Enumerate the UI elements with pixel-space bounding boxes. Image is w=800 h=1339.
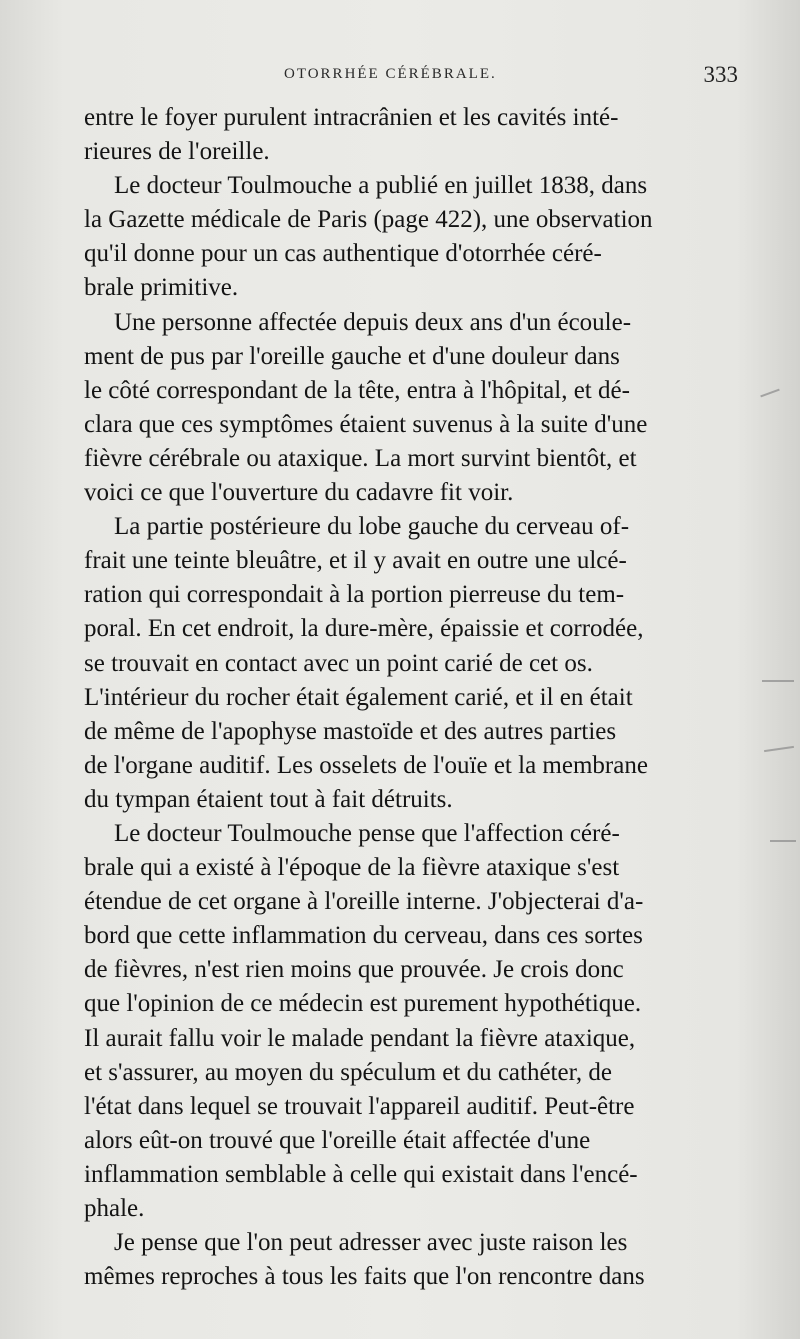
text-line: l'état dans lequel se trouvait l'appareil auditif. Peut-être	[84, 1092, 635, 1120]
text-line: Le docteur Toulmouche a publié en juillet 1838, dans	[114, 172, 648, 200]
running-title: OTORRHÉE CÉRÉBRALE.	[284, 66, 497, 82]
text-line: de l'organe auditif. Les osselets de l'ouïe et la membrane	[84, 751, 648, 779]
text-line: étendue de cet organe à l'oreille interne. J'objecterai d'a-	[84, 888, 644, 916]
text-line: brale qui a existé à l'époque de la fièvre ataxique s'est	[84, 854, 620, 882]
paragraph-critique	[84, 817, 738, 1226]
text-line: frait une teinte bleuâtre, et il y avait en outre une ulcé-	[84, 547, 627, 575]
text-line: ment de pus par l'oreille gauche et d'une douleur dans	[84, 342, 620, 370]
text-line: La partie postérieure du lobe gauche du cerveau of-	[114, 513, 630, 541]
text-line: poral. En cet endroit, la dure-mère, épaissie et corrodée,	[84, 615, 644, 643]
margin-pencil-mark	[762, 680, 794, 682]
page-header	[84, 62, 738, 94]
text-line: Il aurait fallu voir le malade pendant la fièvre ataxique,	[84, 1024, 636, 1052]
text-line: entre le foyer purulent intracrânien et les cavités inté-	[84, 104, 619, 131]
text-line: alors eût-on trouvé que l'oreille était affectée d'une	[84, 1126, 591, 1154]
text-line: fièvre cérébrale ou ataxique. La mort survint bientôt, et	[84, 444, 637, 472]
text-line: se trouvait en contact avec un point carié de cet os.	[84, 649, 593, 677]
paragraph-conclusion	[84, 1226, 738, 1294]
paragraph-autopsy	[84, 510, 738, 817]
text-line: Je pense que l'on peut adresser avec juste raison les	[114, 1229, 628, 1257]
text-line: voici ce que l'ouverture du cadavre fit voir.	[84, 479, 514, 507]
text-line: la Gazette médicale de Paris (page 422), une observation	[84, 206, 653, 234]
text-line: ration qui correspondait à la portion pierreuse du tem-	[84, 581, 625, 609]
page-number: 333	[703, 62, 738, 87]
text-line: phale.	[84, 1195, 145, 1222]
margin-pencil-mark	[770, 840, 796, 842]
text-line: brale primitive.	[84, 274, 239, 302]
text-line: mêmes reproches à tous les faits que l'on rencontre dans	[84, 1263, 645, 1291]
text-line: rieures de l'oreille.	[84, 138, 270, 166]
text-line: qu'il donne pour un cas authentique d'otorrhée céré-	[84, 240, 602, 268]
margin-pencil-mark	[760, 389, 779, 398]
text-line: inflammation semblable à celle qui existait dans l'encé-	[84, 1160, 638, 1188]
page-body	[84, 101, 738, 1294]
text-line: et s'assurer, au moyen du spéculum et du cathéter, de	[84, 1058, 613, 1086]
text-line: du tympan étaient tout à fait détruits.	[84, 785, 453, 813]
paragraph-toulmouche-publication	[84, 169, 738, 305]
text-line: de même de l'apophyse mastoïde et des autres parties	[84, 717, 617, 745]
text-line: Une personne affectée depuis deux ans d'un écoule-	[114, 308, 632, 336]
text-line: clara que ces symptômes étaient suvenus à la suite d'une	[84, 410, 648, 438]
text-line: de fièvres, n'est rien moins que prouvée. Je crois donc	[84, 956, 624, 984]
text-line: L'intérieur du rocher était également carié, et il en était	[84, 683, 633, 711]
text-line: le côté correspondant de la tête, entra à l'hôpital, et dé-	[84, 376, 630, 404]
paragraph-continuation	[84, 101, 738, 169]
text-line: bord que cette inflammation du cerveau, dans ces sortes	[84, 922, 643, 950]
margin-pencil-mark	[764, 746, 794, 752]
text-line: Le docteur Toulmouche pense que l'affection céré-	[114, 819, 620, 847]
paragraph-patient-case	[84, 306, 738, 511]
text-line: que l'opinion de ce médecin est purement hypothétique.	[84, 990, 642, 1018]
